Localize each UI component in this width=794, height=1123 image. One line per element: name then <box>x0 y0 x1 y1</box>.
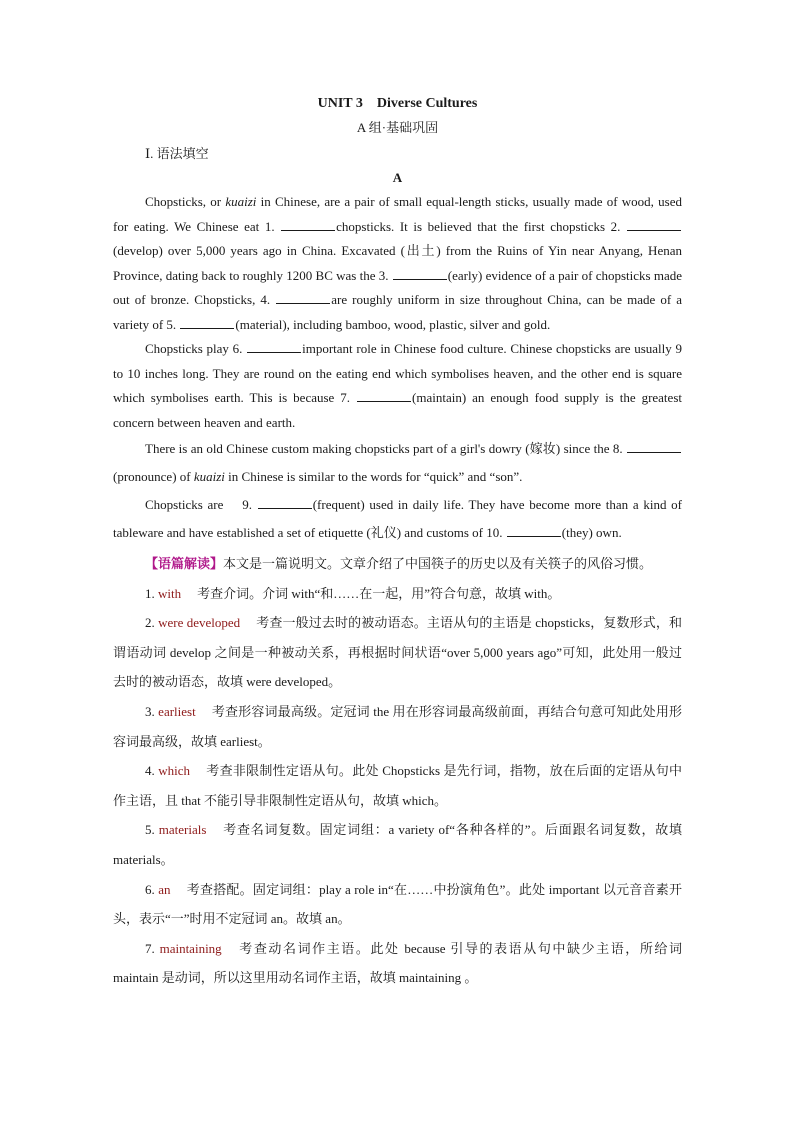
answer-blank-2 <box>627 219 681 231</box>
answer-key: materials <box>158 822 207 838</box>
answer-explanation: 考查非限制性定语从句。此处 Chopsticks 是先行词，指物，放在后面的定语从句中作主语，且 that 不能引导非限制性定语从句，故填 which。 <box>113 763 682 808</box>
answer-item <box>113 697 682 756</box>
answer-number: 3. <box>145 703 159 719</box>
answer-item <box>113 934 682 993</box>
answer-item <box>113 815 682 874</box>
answer-key: an <box>158 881 171 897</box>
passage-paragraph-2 <box>113 337 682 435</box>
answer-blank-10 <box>507 525 561 537</box>
answer-key: maintaining <box>159 940 222 956</box>
answer-number: 5. <box>145 822 159 838</box>
answer-item <box>113 756 682 815</box>
answer-item <box>113 608 682 697</box>
unit-title: UNIT 3 Diverse Cultures <box>317 96 478 111</box>
answer-blank-1 <box>281 219 335 231</box>
passage-paragraph-3 <box>113 435 682 491</box>
answer-key: were developed <box>158 615 241 631</box>
answer-blank-5 <box>180 317 234 329</box>
answer-number: 2. <box>145 615 159 631</box>
italic-term: kuaizi <box>193 469 225 484</box>
text-run: (early) evidence of a pair of chopsticks made out of bronze. Chopsticks, 4. <box>113 267 683 307</box>
answer-explanation: 考查名词复数。固定词组：a variety of“各种各样的”。后面跟名词复数，故填 materials。 <box>113 822 683 867</box>
passage-paragraph-4 <box>113 491 682 547</box>
answer-blank-4 <box>276 292 330 304</box>
answer-blank-6 <box>247 341 301 353</box>
analysis-tag: 【语篇解读】 <box>145 556 224 571</box>
passage-paragraph-1 <box>113 190 682 337</box>
text-run: (material), including bamboo, wood, plastic, silver and gold. <box>235 316 551 332</box>
answer-blank-3 <box>393 268 447 280</box>
text-run: There is an old Chinese custom making chopsticks part of a girl's dowry (嫁妆) since the 8. <box>145 441 626 456</box>
answer-blank-9 <box>258 497 312 509</box>
text-run: (frequent) used in daily life. They have become more than a kind of tableware and have established a set of etiquette (礼仪) and customs of 10. <box>113 497 683 540</box>
answer-number: 6. <box>145 881 159 897</box>
answer-blank-8 <box>627 441 681 453</box>
answer-item <box>113 579 682 609</box>
text-run: (develop) over 5,000 years ago in China. Excavated (出土) from the Ruins of Yin near Anyang, Henan Province, dating back to roughly 1200 BC was the 3. <box>113 243 682 283</box>
text-run: in Chinese, are a pair of small equal-length sticks, usually made of wood, used for eating. We Chinese eat 1. <box>113 194 682 234</box>
answer-key: which <box>158 763 191 779</box>
text-run: (they) own. <box>561 525 622 540</box>
answer-key: with <box>158 585 182 601</box>
text-run: Chopsticks, or <box>145 194 226 209</box>
answer-explanation: 考查介词。介词 with“和……在一起，用”符合句意，故填 with。 <box>197 585 561 601</box>
answer-number: 1. <box>145 585 158 601</box>
text-run: important role in Chinese food culture. Chinese chopsticks are usually 9 to 10 inches long. They are round on the eating end which symbolises heaven, and the other end is square which symbolises earth. This is because 7. <box>113 341 683 405</box>
answer-explanation: 考查形容词最高级。定冠词 the 用在形容词最高级前面，再结合句意可知此处用形容词最高级，故填 earliest。 <box>113 703 682 749</box>
analysis-text: 本文是一篇说明文。文章介绍了中国筷子的历史以及有关筷子的风俗习惯。 <box>223 556 653 571</box>
text-run: in Chinese is similar to the words for “quick” and “son”. <box>224 469 523 484</box>
section-heading: Ⅰ. 语法填空 <box>145 146 209 161</box>
text-run: (pronounce) of <box>113 469 194 484</box>
answer-explanation: 考查一般过去时的被动语态。主语从句的主语是 chopsticks，复数形式，和谓语动词 develop 之间是一种被动关系，再根据时间状语“over 5,000 years ago”可知，此处用一般过去时的被动语态，故填 were developed。 <box>113 615 682 690</box>
answer-blank-7 <box>357 390 411 402</box>
answer-number: 7. <box>145 940 160 956</box>
text-run: (maintain) an enough food supply is the greatest concern between heaven and earth. <box>113 390 682 430</box>
text-run: chopsticks. It is believed that the first chopsticks 2. <box>336 218 626 234</box>
answer-explanation: 考查搭配。固定词组：play a role in“在……中扮演角色”。此处 important 以元音音素开头，表示“一”时用不定冠词 an。故填 an。 <box>113 881 683 927</box>
answer-number: 4. <box>145 763 159 779</box>
italic-term: kuaizi <box>225 194 257 209</box>
analysis-paragraph <box>113 549 682 579</box>
text-run: Chopsticks play 6. <box>145 341 247 356</box>
text-run: are roughly uniform in size throughout China, can be made of a variety of 5. <box>113 292 683 332</box>
group-heading: A 组·基础巩固 <box>356 120 439 135</box>
passage-letter: A <box>392 170 403 185</box>
document-page <box>113 94 682 993</box>
answer-key: earliest <box>158 703 196 719</box>
answer-item <box>113 875 682 934</box>
text-run: Chopsticks are 9. <box>145 497 257 512</box>
answer-explanation: 考查动名词作主语。此处 because 引导的表语从句中缺少主语，所给词 maintain 是动词，所以这里用动名词作主语，故填 maintaining 。 <box>113 940 683 986</box>
answer-key-list <box>113 579 682 993</box>
